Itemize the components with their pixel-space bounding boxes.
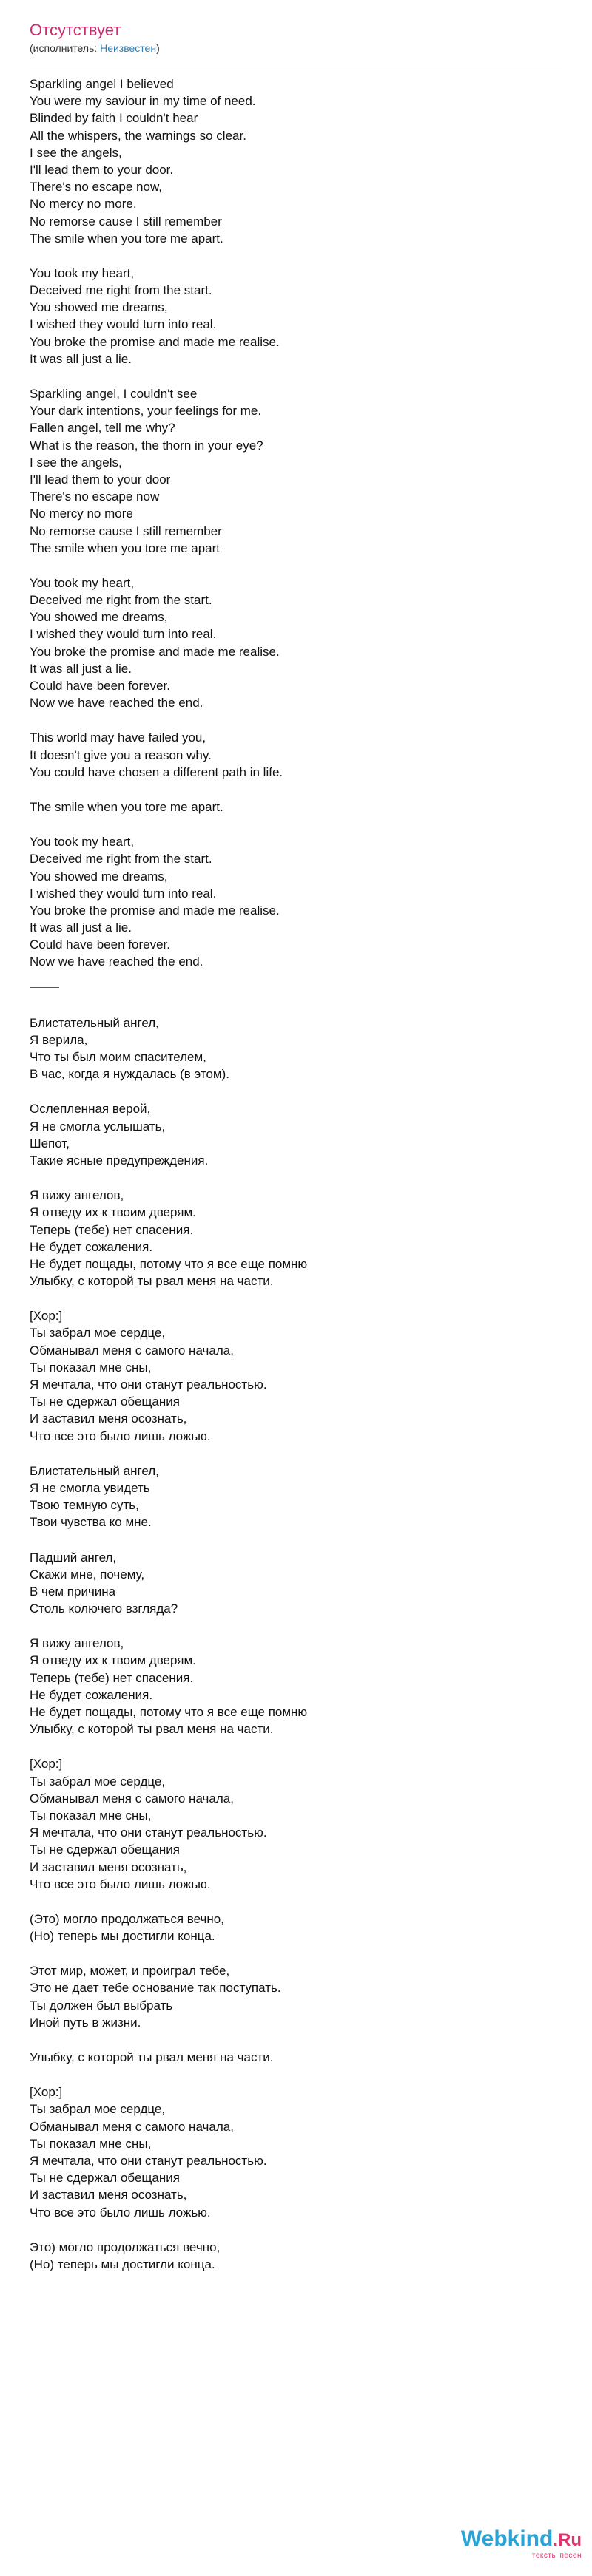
lyric-line: Ты не сдержал обещания <box>30 1394 180 1409</box>
lyric-line: Ты должен был выбрать <box>30 1998 173 2013</box>
lyric-line: В час, когда я нуждалась (в этом). <box>30 1067 229 1082</box>
russian-stanza <box>30 1100 548 1169</box>
russian-stanza <box>30 1187 548 1289</box>
lyric-line: Что все это было лишь ложью. <box>30 1877 211 1891</box>
russian-stanza <box>30 1462 548 1531</box>
lyric-line: Обманывал меня с самого начала, <box>30 2119 234 2134</box>
lyric-line: Не будет пощады, потому что я все еще помню <box>30 1256 308 1271</box>
lyric-line: Обманывал меня с самого начала, <box>30 1343 234 1358</box>
lyric-line: I see the angels, <box>30 455 122 470</box>
lyric-line: Теперь (тебе) нет спасения. <box>30 1670 194 1685</box>
lyric-line: There's no escape now, <box>30 180 163 194</box>
stanza-gap <box>30 247 548 265</box>
song-subtitle <box>30 41 562 55</box>
lyric-line: Не будет сожаления. <box>30 1687 153 1702</box>
song-header <box>0 0 592 55</box>
lyric-line: Я отведу их к твоим дверям. <box>30 1205 196 1220</box>
lyric-line: [Хор:] <box>30 2085 63 2100</box>
lyric-line: Я отведу их к твоим дверям. <box>30 1653 196 1668</box>
stanza-gap <box>30 1738 548 1755</box>
lyric-line: (Но) теперь мы достигли конца. <box>30 1929 215 1944</box>
english-stanza <box>30 729 548 781</box>
lyric-line: Блистательный ангел, <box>30 1463 159 1478</box>
lyric-line: Deceived me right from the start. <box>30 283 212 298</box>
lyric-line: Этот мир, может, и проиграл тебе, <box>30 1964 230 1979</box>
russian-stanza <box>30 2084 548 2221</box>
lyric-line: Я мечтала, что они станут реальностью. <box>30 1377 267 1392</box>
lyric-line: Could have been forever. <box>30 938 170 952</box>
russian-stanza <box>30 1911 548 1945</box>
lyric-line: Обманывал меня с самого начала, <box>30 1791 234 1806</box>
song-title: Отсутствует <box>30 21 121 39</box>
stanza-gap <box>30 367 548 385</box>
lyric-line: You took my heart, <box>30 835 135 850</box>
lyric-line: Я не смогла услышать, <box>30 1119 166 1133</box>
stanza-gap <box>30 2031 548 2049</box>
lyric-line: Ты забрал мое сердце, <box>30 2102 166 2117</box>
english-stanza <box>30 265 548 367</box>
lyric-line: No mercy no more. <box>30 197 137 211</box>
lyric-line: [Хор:] <box>30 1309 63 1323</box>
lyric-line: No remorse cause I still remember <box>30 214 222 228</box>
lyric-line: (Но) теперь мы достигли конца. <box>30 2257 215 2271</box>
russian-stanza <box>30 1307 548 1445</box>
stanza-gap <box>30 1531 548 1549</box>
lyric-line: Что ты был моим спасителем, <box>30 1050 206 1064</box>
lyric-line: Deceived me right from the start. <box>30 593 212 608</box>
lyric-line: Шепот, <box>30 1136 70 1150</box>
lyric-line: И заставил меня осознать, <box>30 1411 187 1426</box>
lyric-line: Не будет пощады, потому что я все еще помню <box>30 1705 308 1719</box>
lyric-line: Now we have reached the end. <box>30 696 204 711</box>
lyric-line: I wished they would turn into real. <box>30 317 217 332</box>
lyric-line: You took my heart, <box>30 265 135 280</box>
lyric-line: Такие ясные предупреждения. <box>30 1153 209 1167</box>
english-stanza <box>30 75 548 247</box>
site-logo[interactable] <box>461 2528 582 2560</box>
lyric-line: This world may have failed you, <box>30 731 206 745</box>
english-stanza <box>30 833 548 971</box>
lyric-line: Улыбку, с которой ты рвал меня на части. <box>30 1274 274 1289</box>
lyric-line: You broke the promise and made me realise. <box>30 903 280 918</box>
lyric-line: Улыбку, с которой ты рвал меня на части. <box>30 1722 274 1737</box>
lyric-line: Это не дает тебе основание так поступать. <box>30 1981 281 1996</box>
russian-stanza <box>30 2239 548 2273</box>
lyric-line: You could have chosen a different path in life. <box>30 765 283 779</box>
lyric-line: Не будет сожаления. <box>30 1239 153 1254</box>
lyric-line: Could have been forever. <box>30 679 170 693</box>
lyric-line: Ты показал мне сны, <box>30 1360 152 1375</box>
lyric-line: Я мечтала, что они станут реальностью. <box>30 2153 267 2168</box>
stanza-gap <box>30 1169 548 1187</box>
lyric-line: It was all just a lie. <box>30 921 132 935</box>
lyrics-body <box>30 75 548 2273</box>
translation-separator <box>30 987 59 988</box>
lyric-line: There's no escape now <box>30 489 160 504</box>
russian-stanza <box>30 1962 548 2031</box>
lyric-line: Deceived me right from the start. <box>30 852 212 867</box>
lyric-line: Ты забрал мое сердце, <box>30 1326 166 1340</box>
lyric-line: Now we have reached the end. <box>30 955 204 969</box>
lyric-line: Ты забрал мое сердце, <box>30 1774 166 1789</box>
english-stanza <box>30 385 548 557</box>
lyric-line: No remorse cause I still remember <box>30 523 222 538</box>
logo-brand <box>461 2528 582 2552</box>
lyric-line: You showed me dreams, <box>30 300 168 315</box>
lyric-line: No mercy no more <box>30 506 133 521</box>
stanza-gap <box>30 1445 548 1462</box>
subtitle-suffix: ) <box>156 42 160 54</box>
lyric-line: [Хор:] <box>30 1757 63 1772</box>
lyric-line: You showed me dreams, <box>30 869 168 884</box>
lyric-line: Blinded by faith I couldn't hear <box>30 111 198 126</box>
stanza-gap <box>30 1082 548 1100</box>
lyric-line: Ты не сдержал обещания <box>30 2171 180 2186</box>
lyric-line: Улыбку, с которой ты рвал меня на части. <box>30 2050 274 2064</box>
lyric-line: Ты показал мне сны, <box>30 1808 152 1823</box>
lyric-line: It was all just a lie. <box>30 351 132 366</box>
logo-brand-name: Webkind <box>460 2526 554 2551</box>
russian-stanza <box>30 1635 548 1738</box>
stanza-gap <box>30 1893 548 1911</box>
lyric-line: Теперь (тебе) нет спасения. <box>30 1222 194 1237</box>
russian-stanza <box>30 1549 548 1618</box>
lyric-line: It doesn't give you a reason why. <box>30 748 212 762</box>
logo-tld: .Ru <box>553 2530 582 2550</box>
artist-link[interactable]: Неизвестен <box>100 42 157 54</box>
lyric-line: Я не смогла увидеть <box>30 1480 150 1495</box>
lyric-line: Sparkling angel I believed <box>30 77 174 91</box>
lyric-line: Иной путь в жизни. <box>30 2015 141 2030</box>
russian-stanza <box>30 1014 548 1083</box>
lyric-line: You showed me dreams, <box>30 610 168 625</box>
lyric-line: Твои чувства ко мне. <box>30 1515 152 1530</box>
lyric-line: Я вижу ангелов, <box>30 1636 124 1651</box>
lyric-line: What is the reason, the thorn in your eye? <box>30 438 263 453</box>
lyric-line: You broke the promise and made me realise. <box>30 644 280 659</box>
lyric-line: The smile when you tore me apart. <box>30 799 223 814</box>
stanza-gap <box>30 711 548 729</box>
lyric-line: You broke the promise and made me realise. <box>30 334 280 349</box>
lyric-line: I see the angels, <box>30 145 122 160</box>
stanza-gap <box>30 557 548 574</box>
subtitle-prefix: (исполнитель: <box>30 42 101 54</box>
lyric-line: В чем причина <box>30 1584 116 1599</box>
lyric-line: Твою темную суть, <box>30 1498 139 1513</box>
lyric-line: You took my heart, <box>30 575 135 590</box>
lyric-line: Ослепленная верой, <box>30 1102 151 1116</box>
lyric-line: I'll lead them to your door <box>30 472 171 487</box>
lyric-line: Столь колючего взгляда? <box>30 1601 178 1616</box>
lyric-line: Блистательный ангел, <box>30 1015 159 1030</box>
lyric-line: Падший ангел, <box>30 1550 117 1565</box>
lyric-line: I'll lead them to your door. <box>30 162 174 177</box>
lyric-line: I wished they would turn into real. <box>30 627 217 642</box>
stanza-gap <box>30 1289 548 1307</box>
russian-stanza <box>30 1755 548 1893</box>
english-stanza <box>30 574 548 712</box>
lyric-line: (Это) могло продолжаться вечно, <box>30 1911 224 1926</box>
lyric-line: И заставил меня осознать, <box>30 1860 187 1874</box>
lyric-line: The smile when you tore me apart. <box>30 231 223 245</box>
lyric-line: Я верила, <box>30 1032 88 1047</box>
lyric-line: И заставил меня осознать, <box>30 2188 187 2203</box>
lyric-line: I wished they would turn into real. <box>30 886 217 901</box>
english-stanza <box>30 799 548 816</box>
lyric-line: You were my saviour in my time of need. <box>30 94 256 109</box>
stanza-gap <box>30 816 548 833</box>
lyric-line: Что все это было лишь ложью. <box>30 1428 211 1443</box>
lyric-line: Я вижу ангелов, <box>30 1188 124 1203</box>
lyric-line: The smile when you tore me apart <box>30 540 221 555</box>
lyric-line: Ты не сдержал обещания <box>30 1843 180 1857</box>
stanza-gap <box>30 2221 548 2239</box>
lyric-line: Что все это было лишь ложью. <box>30 2205 211 2220</box>
russian-stanza <box>30 2049 548 2066</box>
logo-tagline: тексты песен <box>531 2552 582 2560</box>
stanza-gap <box>30 1617 548 1635</box>
stanza-gap <box>30 1945 548 1962</box>
lyric-line: Это) могло продолжаться вечно, <box>30 2240 221 2254</box>
lyric-line: Sparkling angel, I couldn't see <box>30 387 198 401</box>
stanza-gap <box>30 781 548 799</box>
lyric-line: All the whispers, the warnings so clear. <box>30 128 246 143</box>
stanza-gap <box>30 2066 548 2084</box>
lyric-line: Скажи мне, почему, <box>30 1567 145 1582</box>
lyric-line: Ты показал мне сны, <box>30 2136 152 2151</box>
lyric-line: Я мечтала, что они станут реальностью. <box>30 1826 267 1840</box>
lyric-line: Fallen angel, tell me why? <box>30 421 175 435</box>
lyric-line: Your dark intentions, your feelings for me. <box>30 404 262 418</box>
lyric-line: It was all just a lie. <box>30 661 132 676</box>
